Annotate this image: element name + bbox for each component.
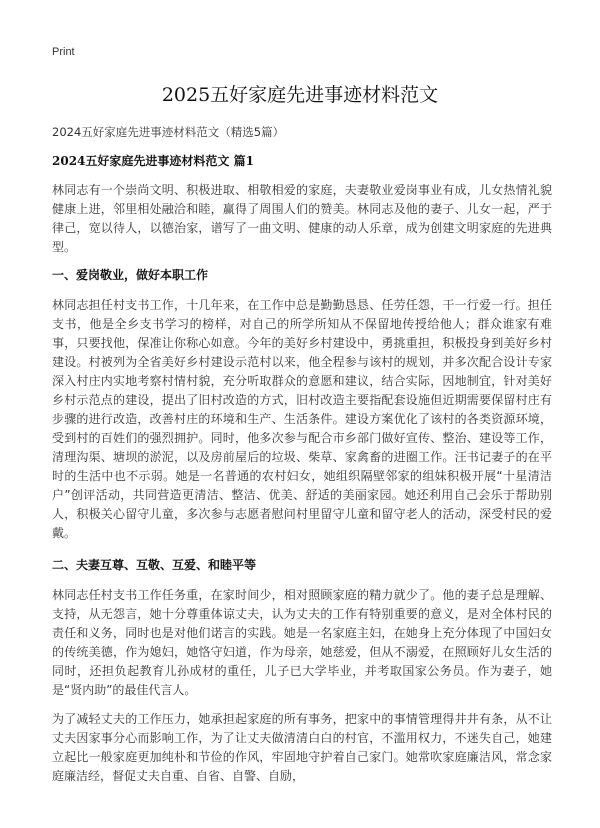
print-link[interactable]: Print	[52, 46, 75, 58]
intro-paragraph: 林同志有一个崇尚文明、积极进取、相敬相爱的家庭，夫妻敬业爱岗事业有成，儿女热情礼貌健康上进，邻里相处融洽和睦，赢得了周围人们的赞美。林同志及他的妻子、儿女一起，严于律己，宽以待人，以德治家，谱写了一曲文明、健康的动人乐章，成为创建文明家庭的先进典型。	[52, 183, 552, 254]
section2-paragraph-2: 为了减轻丈夫的工作压力，她承担起家庭的所有事务，把家中的事情管理得井井有条，从不让丈夫因家事分心而影响工作，为了让丈夫做清清白白的村官，不滥用权力，不迷失自己，她建立起比一般家庭更加纯朴和节俭的作风，牢固地守护着自己家门。她常吹家庭廉洁风，常念家庭廉洁经，督促丈夫自重、自省、自警、自励，	[52, 712, 552, 783]
article-heading: 2024五好家庭先进事迹材料范文 篇1	[52, 154, 254, 168]
section2-paragraph: 林同志任村支书工作任务重，在家时间少，相对照顾家庭的精力就少了。他的妻子总是理解、支持，从无怨言，她十分尊重体谅丈夫，认为丈夫的工作有特别重要的意义，是对全体村民的责任和义务，同时也是对他们诺言的实践。她是一名家庭主妇，在她身上充分体现了中国妇女的传统美德，作为媳妇，她恪守妇道，作为母亲，她慈爱，但从不溺爱，在照顾好儿女生活的同时，还担负起教育儿孙成材的重任，儿子已大学毕业，并考取国家公务员。作为妻子，她是“贤内助”的最佳代言人。	[52, 588, 552, 697]
page-title: 2025五好家庭先进事迹材料范文	[161, 84, 439, 106]
section2-title: 二、夫妻互尊、互敬、互爱、和睦平等	[52, 558, 257, 572]
section1-title: 一、爱岗敬业，做好本职工作	[52, 268, 209, 282]
section1-paragraph: 林同志担任村支书工作，十几年来，在工作中总是勤勤恳恳、任劳任怨，干一行爱一行。担任支书，他是全乡支书学习的榜样，对自己的所学所知从不保留地传授给他人；群众谁家有难事，只要找他，保准让你称心如意。今年的美好乡村建设中，勇挑重担，积极投身到美好乡村建设。村被列为全省美好乡村建设示范村以来，他全程参与该村的规划，并多次配合设计专家深入村庄内实地考察村情村貌，充分听取群众的意愿和建议，结合实际，因地制宜，针对美好乡村示范点的建设，提出了旧村改造的方式，旧村改造主要指配套设施但近期需要保留村庄有步骤的进行改造，改善村庄的环境和生产、生活条件。建设方案优化了该村的各类资源环境，受到村的百姓们的强烈拥护。同时，他多次参与配合市乡部门做好宣传、整治、建设等工作，清理沟渠、塘坝的淤泥，以及房前屋后的垃圾、柴草、家禽畜的进圈工作。汪书记妻子的在平时的生活中也不示弱。她是一名普通的农村妇女，她组织隔壁邻家的组妹积极开展“十星清洁户”创评活动，共同营造更清洁、整洁、优美、舒适的美丽家园。她还利用自己会乐于帮助别人，积极关心留守儿童，多次参与志愿者慰问村里留守儿童和留守老人的活动，深受村民的爱戴。	[52, 298, 552, 540]
article-subtitle: 2024五好家庭先进事迹材料范文（精选5篇）	[52, 125, 285, 139]
